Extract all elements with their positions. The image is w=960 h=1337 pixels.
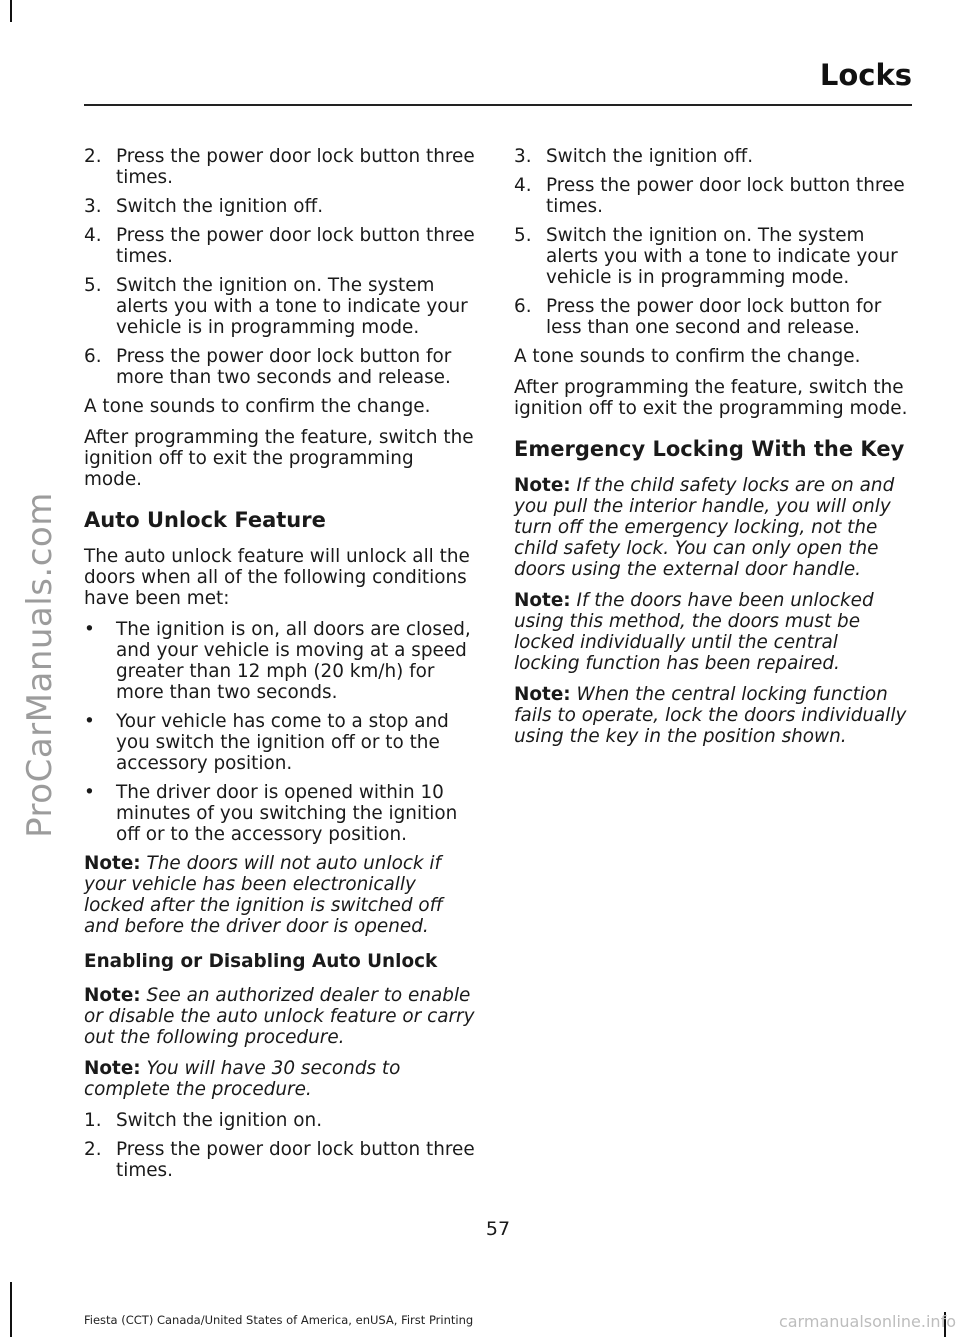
list-item-number: 6. <box>514 296 532 317</box>
paragraph-tone: A tone sounds to confirm the change. <box>84 396 431 417</box>
procedure-list-continued <box>84 146 476 388</box>
list-item-number: 6. <box>84 346 102 367</box>
list-item <box>84 1110 476 1131</box>
bullet-text: The driver door is opened within 10 minutes of you switching the ignition off or to the accessory position. <box>116 782 458 845</box>
paragraph-exit-programming: After programming the feature, switch the ignition off to exit the programming mode. <box>514 377 908 419</box>
list-item-number: 4. <box>514 175 532 196</box>
note-text: If the child safety locks are on and you pull the interior handle, you will only turn off the emergency locking, not the child safety lock. You can only open the doors using the external door handle. <box>514 475 895 580</box>
note-label: Note: <box>514 590 571 611</box>
bullet-text: The ignition is on, all doors are closed, and your vehicle is moving at a speed greater than 12 mph (20 km/h) for more than two seconds. <box>116 619 471 703</box>
subheading-enabling-auto-unlock: Enabling or Disabling Auto Unlock <box>84 951 438 972</box>
list-item-number: 5. <box>514 225 532 246</box>
list-item-number: 3. <box>84 196 102 217</box>
note-text: You will have 30 seconds to complete the procedure. <box>84 1058 401 1100</box>
note-text: The doors will not auto unlock if your vehicle has been electronically locked after the ignition is switched off and before the driver door is opened. <box>84 853 443 937</box>
section-heading-auto-unlock: Auto Unlock Feature <box>84 508 326 532</box>
note-label: Note: <box>514 475 571 496</box>
list-item <box>84 225 476 267</box>
list-item-number: 5. <box>84 275 102 296</box>
sidebar-watermark-text: ProCarManuals.com <box>20 492 60 838</box>
bullet-item <box>84 619 476 703</box>
bullet-item <box>84 782 476 845</box>
list-item-text: Press the power door lock button for less than one second and release. <box>546 296 882 338</box>
note <box>514 475 908 580</box>
list-item <box>84 275 476 338</box>
paragraph-exit-programming: After programming the feature, switch the ignition off to exit the programming mode. <box>84 427 474 490</box>
list-item <box>514 146 908 167</box>
watermark-url: carmanualsonline.info <box>778 1312 956 1331</box>
left-column <box>84 146 476 1189</box>
list-item-text: Press the power door lock button for more than two seconds and release. <box>116 346 452 388</box>
note <box>84 985 476 1048</box>
list-item-number: 3. <box>514 146 532 167</box>
list-item-text: Switch the ignition on. <box>116 1110 323 1131</box>
paragraph-tone: A tone sounds to confirm the change. <box>514 346 861 367</box>
note-text: When the central locking function fails to operate, lock the doors individually using the key in the position shown. <box>514 684 907 747</box>
list-item-number: 2. <box>84 146 102 167</box>
list-item <box>514 175 908 217</box>
bullet-mark: • <box>84 711 95 732</box>
list-item <box>84 1139 476 1181</box>
right-column <box>514 146 908 757</box>
list-item-text: Switch the ignition on. The system alerts you with a tone to indicate your vehicle is in programming mode. <box>546 225 898 288</box>
bullet-text: Your vehicle has come to a stop and you switch the ignition off or to the accessory position. <box>116 711 449 774</box>
conditions-list <box>84 619 476 845</box>
note-label: Note: <box>84 853 141 874</box>
section-heading-emergency-locking: Emergency Locking With the Key <box>514 437 905 461</box>
bullet-mark: • <box>84 619 95 640</box>
page-title: Locks <box>819 58 912 92</box>
bullet-mark: • <box>84 782 95 803</box>
list-item-number: 2. <box>84 1139 102 1160</box>
list-item <box>84 346 476 388</box>
list-item-text: Switch the ignition off. <box>546 146 754 167</box>
list-item <box>514 296 908 338</box>
sidebar-watermark <box>0 0 80 1337</box>
note-text: If the doors have been unlocked using this method, the doors must be locked individually until the central locking function has been repaired. <box>514 590 874 674</box>
list-item-text: Switch the ignition off. <box>116 196 324 217</box>
procedure-list <box>84 1110 476 1181</box>
list-item <box>514 225 908 288</box>
note-label: Note: <box>84 1058 141 1079</box>
note <box>84 853 476 937</box>
list-item <box>84 196 476 217</box>
list-item-text: Press the power door lock button three times. <box>116 146 475 188</box>
list-item-text: Press the power door lock button three times. <box>116 1139 475 1181</box>
bullet-item <box>84 711 476 774</box>
list-item-number: 1. <box>84 1110 102 1131</box>
note <box>84 1058 476 1100</box>
note-label: Note: <box>514 684 571 705</box>
header-divider <box>84 104 912 106</box>
page-number: 57 <box>485 1218 511 1240</box>
footer-edition: Fiesta (CCT) Canada/United States of America, enUSA, First Printing <box>84 1313 474 1327</box>
list-item-text: Press the power door lock button three times. <box>116 225 475 267</box>
note <box>514 684 908 747</box>
list-item-text: Switch the ignition on. The system alerts you with a tone to indicate your vehicle is in programming mode. <box>116 275 468 338</box>
note <box>514 590 908 674</box>
note-label: Note: <box>84 985 141 1006</box>
note-text: See an authorized dealer to enable or disable the auto unlock feature or carry out the following procedure. <box>84 985 475 1048</box>
list-item <box>84 146 476 188</box>
procedure-list-continued <box>514 146 908 338</box>
list-item-text: Press the power door lock button three times. <box>546 175 905 217</box>
paragraph-auto-unlock-intro: The auto unlock feature will unlock all the doors when all of the following conditions have been met: <box>84 546 470 609</box>
list-item-number: 4. <box>84 225 102 246</box>
